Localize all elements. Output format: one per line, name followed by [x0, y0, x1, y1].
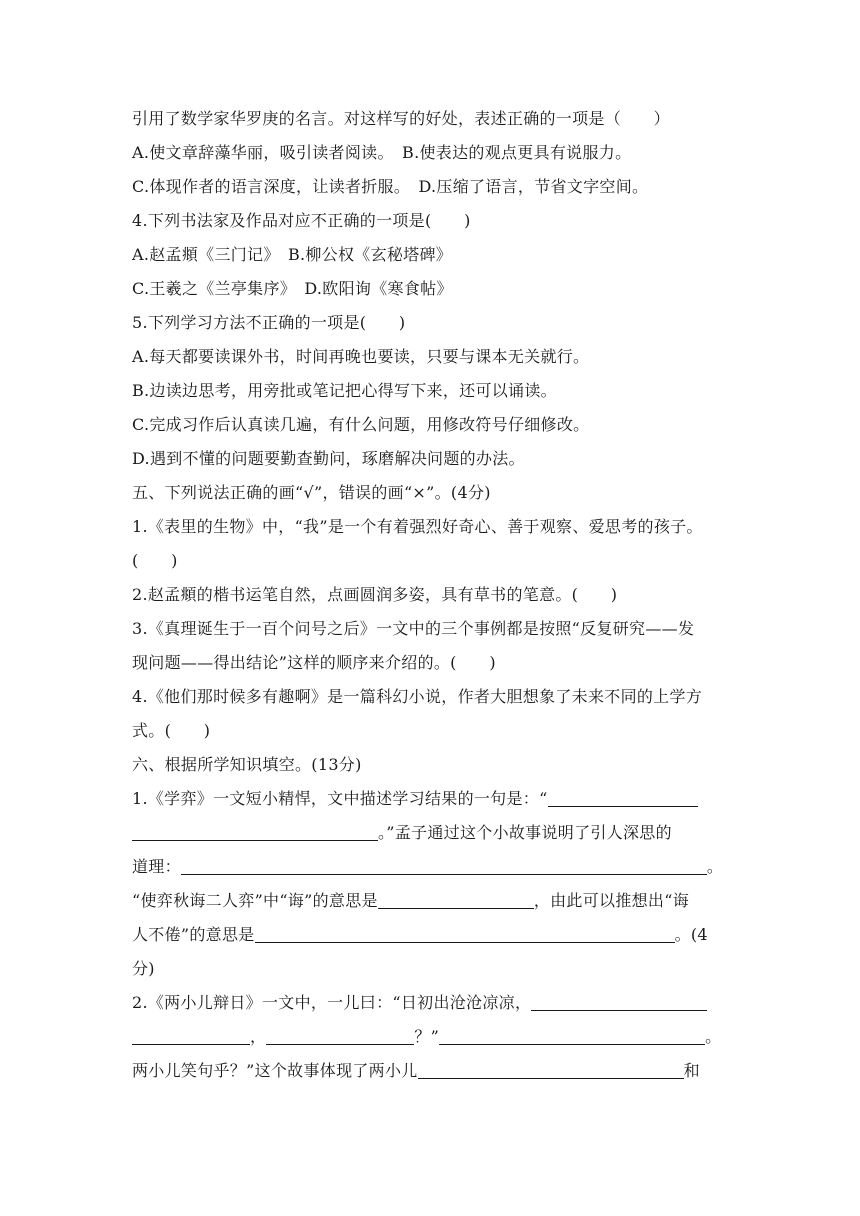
fill-2-text: 两小儿笑句乎？”这个故事体现了两小儿	[132, 1061, 418, 1080]
question-3-options-ab: A.使文章辞藻华丽，吸引读者阅读。 B.使表达的观点更具有说服力。	[132, 143, 632, 162]
judge-item-3-line1: 3.《真理诞生于一百个问号之后》一文中的三个事例都是按照“反复研究——发	[132, 619, 695, 638]
question-4-options-ab: A.赵孟頫《三门记》 B.柳公权《玄秘塔碑》	[132, 245, 453, 264]
judge-item-2: 2.赵孟頫的楷书运笔自然，点画圆润多姿，具有草书的笔意。( )	[132, 585, 618, 604]
answer-blank[interactable]	[132, 1026, 250, 1045]
judge-item-3-line2: 现问题——得出结论”这样的顺序来介绍的。( )	[132, 653, 496, 672]
fill-1-line1	[132, 782, 736, 816]
fill-2-text: ，	[250, 1027, 267, 1046]
fill-1-text: 。”孟子通过这个小故事说明了引人深思的	[378, 823, 672, 842]
fill-1-line6: 分)	[132, 959, 155, 978]
fill-1-text: “使弈秋诲二人弈”中“诲”的意思是	[132, 891, 378, 910]
fill-2-text: 2.《两小儿辩日》一文中，一儿曰：“日初出沧沧凉凉，	[132, 993, 532, 1012]
question-4-options-cd: C.王羲之《兰亭集序》 D.欧阳询《寒食帖》	[132, 279, 453, 298]
fill-2-line2	[132, 1020, 736, 1054]
answer-blank[interactable]	[266, 1026, 414, 1045]
question-4-stem: 4.下列书法家及作品对应不正确的一项是( )	[132, 211, 471, 230]
fill-1-text: 道理：	[132, 857, 181, 876]
question-3-options-cd: C.体现作者的语言深度，让读者折服。 D.压缩了语言，节省文字空间。	[132, 177, 649, 196]
answer-blank[interactable]	[439, 1026, 705, 1045]
judge-item-4-line1: 4.《他们那时候多有趣啊》是一篇科幻小说，作者大胆想象了未来不同的上学方	[132, 687, 703, 706]
answer-blank[interactable]	[132, 822, 378, 841]
fill-1-line3	[132, 850, 736, 884]
section-6-heading: 六、根据所学知识填空。(13分)	[132, 755, 362, 774]
fill-1-line5	[132, 918, 736, 952]
fill-1-line2	[132, 816, 736, 850]
fill-2-text: ？”	[414, 1027, 440, 1046]
fill-1-text: ，由此可以推想出“诲	[533, 891, 690, 910]
question-5-option-d: D.遇到不懂的问题要勤查勤问，琢磨解决问题的办法。	[132, 449, 525, 468]
answer-blank[interactable]	[255, 924, 675, 943]
question-3-stem: 引用了数学家华罗庚的名言。对这样写的好处，表述正确的一项是（ ）	[132, 109, 670, 128]
fill-1-text: 。(4	[674, 925, 708, 944]
fill-1-text: 人不倦”的意思是	[132, 925, 255, 944]
judge-item-4-line2: 式。( )	[132, 721, 211, 740]
fill-2-line1	[132, 986, 736, 1020]
question-5-option-a: A.每天都要读课外书，时间再晚也要读，只要与课本无关就行。	[132, 347, 590, 366]
judge-item-1: 1.《表里的生物》中，“我”是一个有着强烈好奇心、善于观察、爱思考的孩子。	[132, 517, 703, 536]
question-5-stem: 5.下列学习方法不正确的一项是( )	[132, 313, 406, 332]
fill-2-text: 和	[683, 1061, 700, 1080]
fill-2-text: 。	[705, 1027, 722, 1046]
section-5-heading: 五、下列说法正确的画“√”，错误的画“×”。(4分)	[132, 483, 491, 502]
answer-blank[interactable]	[548, 788, 698, 807]
question-5-option-c: C.完成习作后认真读几遍，有什么问题，用修改符号仔细修改。	[132, 415, 590, 434]
answer-blank[interactable]	[531, 992, 707, 1011]
fill-1-text: 1.《学弈》一文短小精悍，文中描述学习结果的一句是：“	[132, 789, 548, 808]
answer-blank[interactable]	[181, 856, 707, 875]
fill-1-line4	[132, 884, 736, 918]
question-5-option-b: B.边读边思考，用旁批或笔记把心得写下来，还可以诵读。	[132, 381, 557, 400]
fill-1-text: 。	[706, 857, 724, 876]
answer-blank[interactable]	[378, 890, 534, 909]
judge-item-1-bracket: ( )	[132, 551, 178, 570]
answer-blank[interactable]	[418, 1060, 684, 1079]
fill-2-line3	[132, 1054, 736, 1088]
